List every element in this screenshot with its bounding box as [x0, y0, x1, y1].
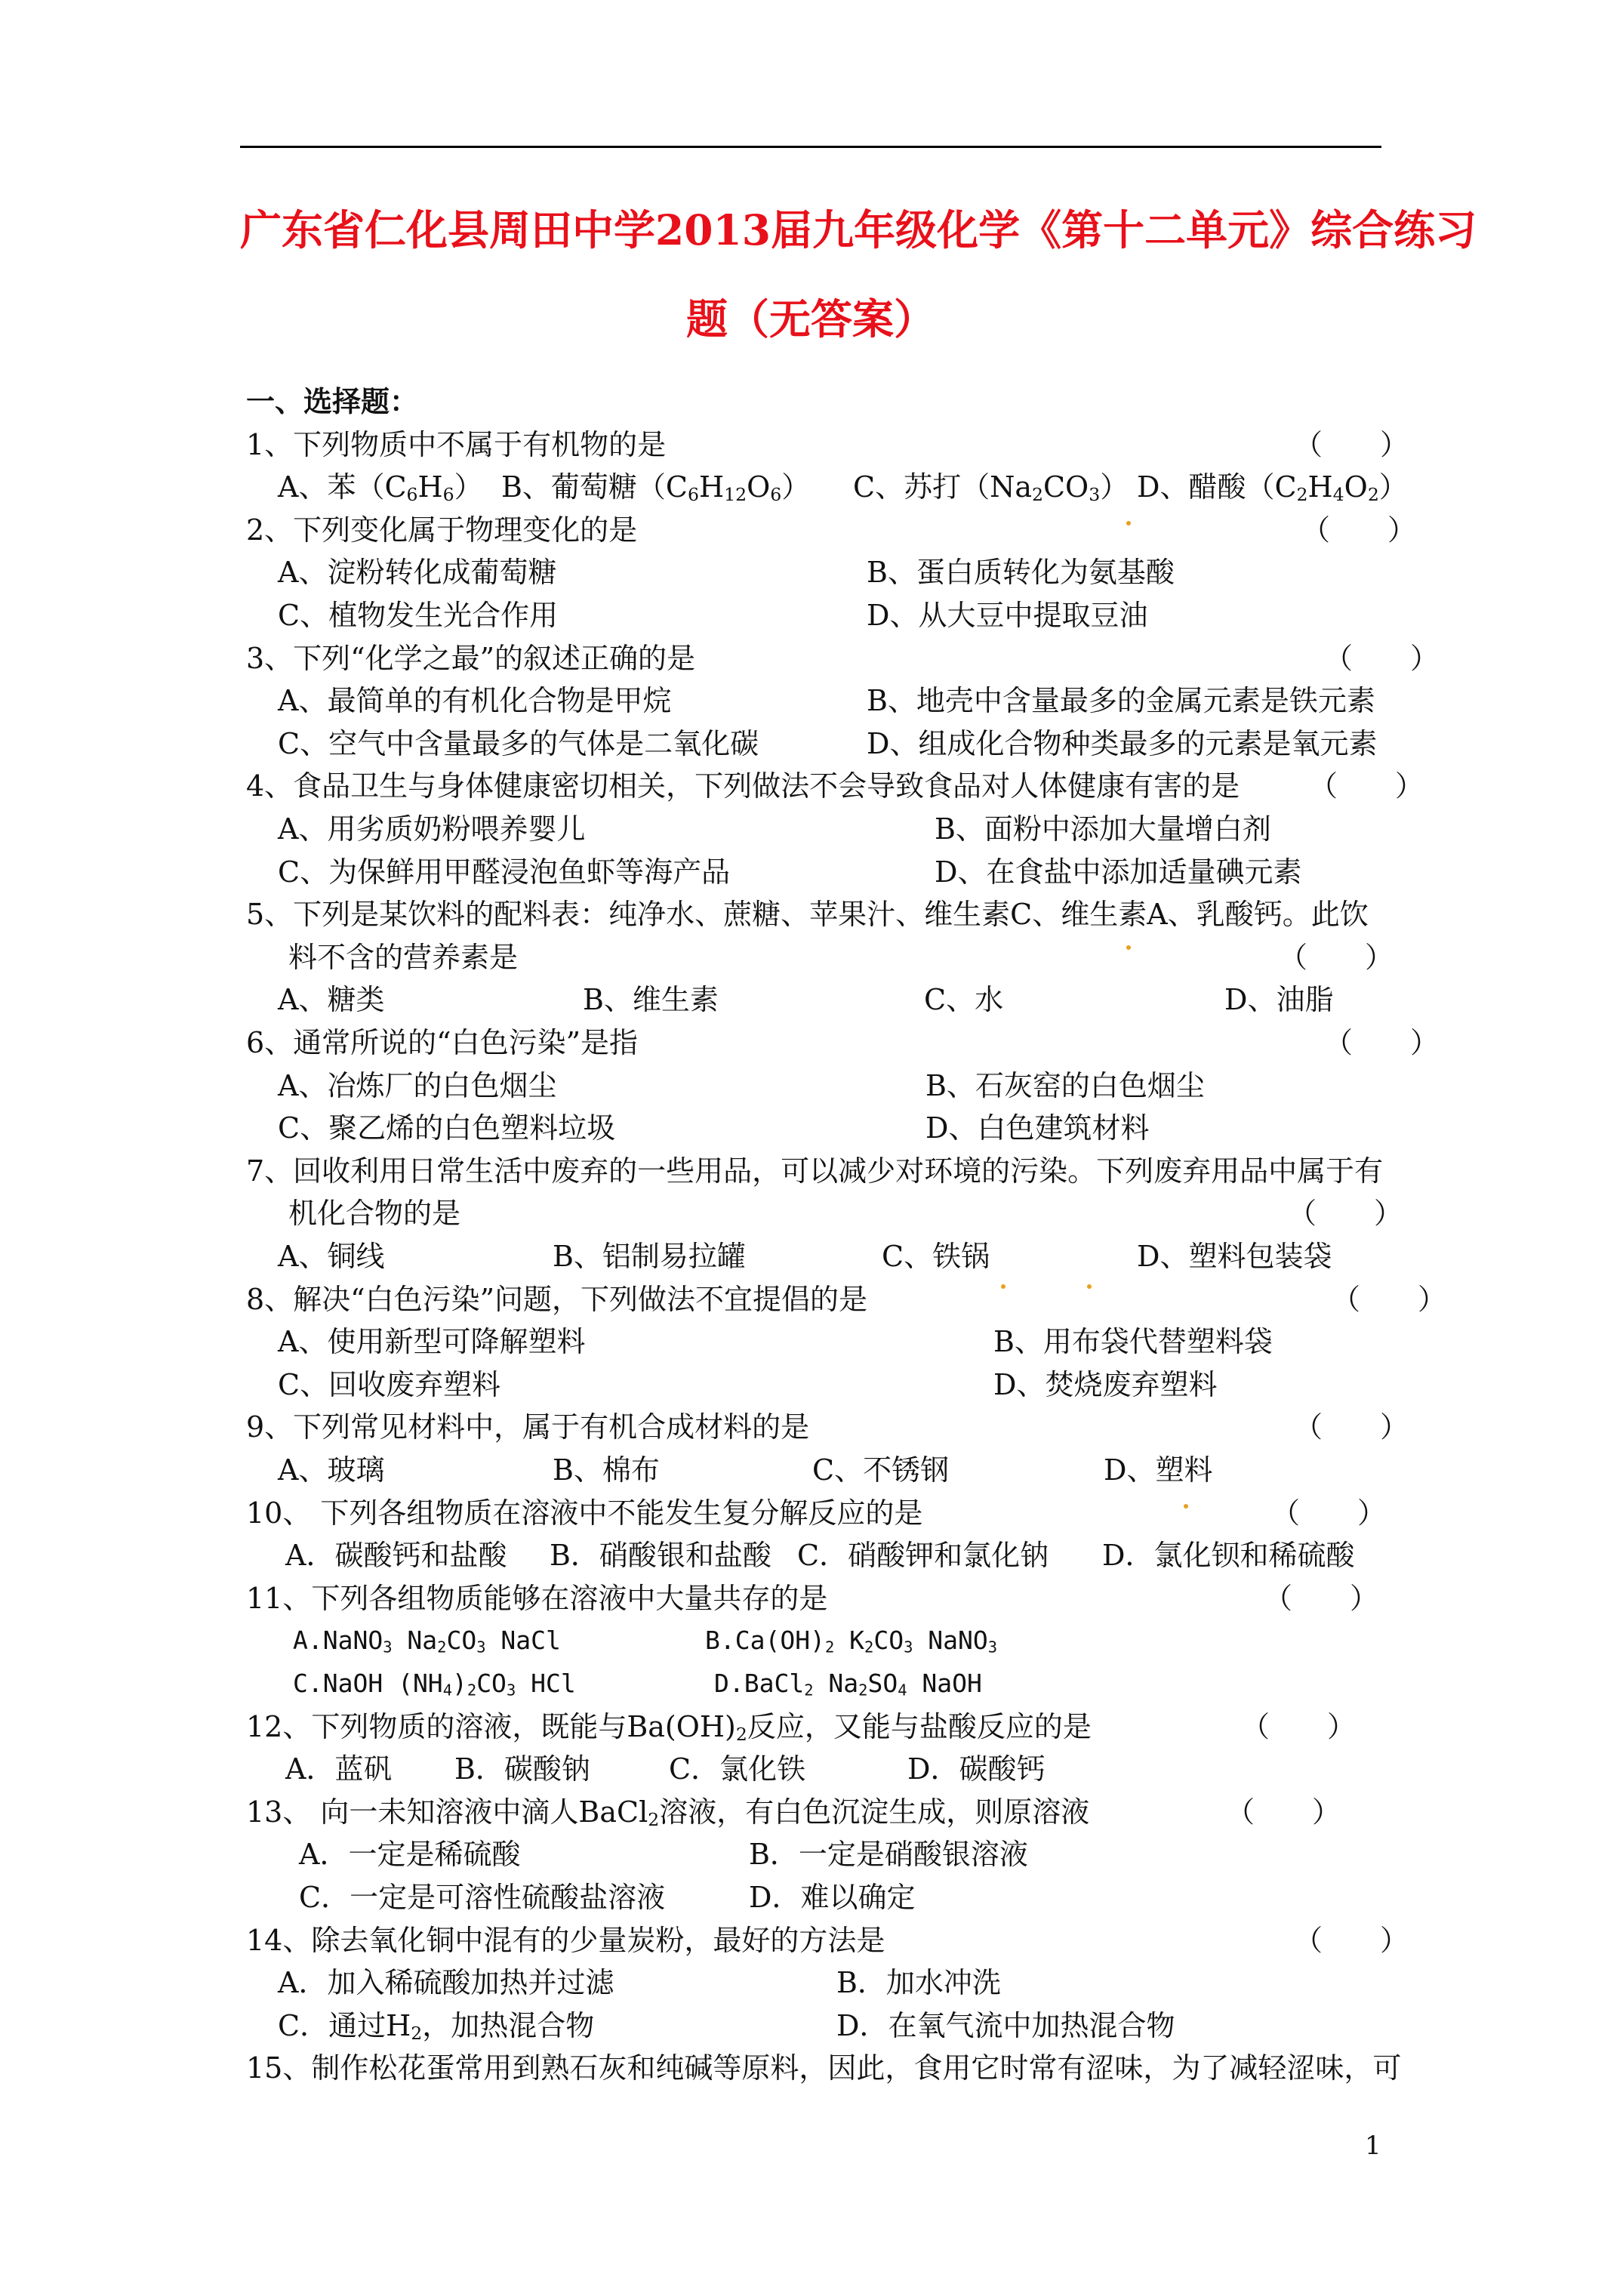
- option-d: D.BaCl$_2$ $Na_2SO_4$ NaOH: [714, 1669, 982, 1700]
- answer-bracket: （ ）: [1264, 1581, 1379, 1615]
- option-c: C．通过$H_2$，加热混合物: [278, 2008, 595, 2044]
- option-b: B、用布袋代替塑料袋: [993, 1325, 1273, 1359]
- option-d: D、塑料包装袋: [1137, 1240, 1332, 1273]
- options-row: [246, 597, 1381, 633]
- question-stem-2: [246, 512, 1417, 548]
- answer-bracket: （ ）: [1294, 1923, 1409, 1957]
- option-a: A、使用新型可降解塑料: [278, 1325, 586, 1359]
- answer-bracket: （ ）: [1288, 1197, 1403, 1231]
- options-row: [246, 1623, 1381, 1659]
- answer-bracket: （ ）: [1294, 427, 1409, 461]
- option-c: C、为保鲜用甲醛浸泡鱼虾等海产品: [278, 855, 731, 889]
- question-text: 6、通常所说的“白色污染”是指: [246, 1026, 639, 1059]
- options-row: [246, 2008, 1381, 2044]
- question-stem-14: [246, 1922, 1409, 1959]
- options-row: [246, 1068, 1381, 1104]
- question-stem-10: [246, 1495, 1387, 1531]
- option-c: C、水: [924, 983, 1004, 1017]
- option-b: B、维生素: [583, 983, 719, 1017]
- option-a: A、铜线: [278, 1240, 385, 1273]
- option-b: B、铝制易拉罐: [553, 1240, 746, 1273]
- document-title-line1: 广东省仁化县周田中学2013届九年级化学《第十二单元》综合练习: [240, 205, 1477, 254]
- option-c: C、回收废弃塑料: [278, 1367, 501, 1401]
- option-d: D．在氧气流中加热混合物: [836, 2008, 1175, 2042]
- question-text: 8、解决“白色污染”问题，下列做法不宜提倡的是: [246, 1282, 868, 1316]
- question-stem-5: [246, 896, 1381, 932]
- option-a: A．碳酸钙和盐酸: [285, 1539, 507, 1573]
- answer-bracket: （ ）: [1324, 641, 1440, 675]
- question-text: 10、 下列各组物质在溶液中不能发生复分解反应的是: [246, 1496, 923, 1530]
- option-a: A、淀粉转化成葡萄糖: [278, 556, 557, 590]
- question-text-cont: 料不含的营养素是: [288, 940, 519, 974]
- options-row: [246, 1324, 1381, 1360]
- option-c: C．一定是可溶性硫酸盐溶液: [299, 1881, 666, 1914]
- question-text: 7、回收利用日常生活中废弃的一些用品，可以减少对环境的污染。下列废弃用品中属于有: [246, 1154, 1384, 1188]
- option-d: D、塑料: [1104, 1453, 1213, 1487]
- question-text: 2、下列变化属于物理变化的是: [246, 513, 638, 547]
- options-row: [246, 1879, 1381, 1915]
- options-row: [246, 1367, 1381, 1403]
- options-row: [246, 1537, 1381, 1573]
- question-stem-4: [246, 768, 1424, 804]
- options-row: [246, 683, 1381, 719]
- option-a: A、最简单的有机化合物是甲烷: [278, 684, 672, 718]
- option-d: D、白色建筑材料: [925, 1111, 1150, 1145]
- question-stem-15: [246, 2050, 1402, 2086]
- answer-bracket: （ ）: [1301, 513, 1417, 547]
- question-text: 3、下列“化学之最”的叙述正确的是: [246, 641, 696, 675]
- question-stem-6: [246, 1025, 1440, 1061]
- option-b: B、葡萄糖$(C_6H_{12}O_6)$: [501, 470, 811, 506]
- question-stem-1: [246, 427, 1409, 463]
- question-stem-9: [246, 1409, 1409, 1445]
- options-row: [246, 1751, 1381, 1787]
- option-d: D．难以确定: [749, 1881, 916, 1914]
- option-d: D、焚烧废弃塑料: [993, 1367, 1218, 1401]
- question-stem-7: [246, 1153, 1384, 1189]
- options-row: [246, 1965, 1381, 2001]
- answer-bracket: （ ）: [1309, 769, 1424, 803]
- answer-bracket: （ ）: [1226, 1795, 1341, 1829]
- option-b: B．硝酸银和盐酸: [550, 1539, 771, 1573]
- option-b: B．碳酸钠: [454, 1752, 590, 1786]
- option-d: D、醋酸$(C_2H_4O_2)$: [1137, 470, 1408, 506]
- document-title-line2: 题（无答案）: [685, 294, 935, 344]
- option-c: C、植物发生光合作用: [278, 599, 559, 632]
- option-c: C．氯化铁: [669, 1752, 806, 1786]
- answer-bracket: （ ）: [1241, 1709, 1357, 1743]
- option-b: B、棉布: [553, 1453, 660, 1487]
- answer-bracket: （ ）: [1271, 1496, 1387, 1530]
- option-d: D、油脂: [1224, 983, 1334, 1017]
- option-c: C．硝酸钾和氯化钠: [797, 1539, 1049, 1573]
- options-row: [246, 1836, 1381, 1872]
- scan-mark: [1087, 1284, 1092, 1289]
- option-d: D．氯化钡和稀硫酸: [1102, 1539, 1355, 1573]
- option-a: A．一定是稀硫酸: [299, 1838, 521, 1872]
- option-a: A．加入稀硫酸加热并过滤: [278, 1966, 614, 2000]
- section-heading: 一、选择题：: [246, 384, 419, 418]
- question-stem-8: [246, 1281, 1447, 1318]
- option-a: A、冶炼厂的白色烟尘: [278, 1068, 557, 1102]
- answer-bracket: （ ）: [1324, 1026, 1440, 1059]
- question-text: 14、除去氧化铜中混有的少量炭粉，最好的方法是: [246, 1923, 885, 1957]
- question-stem-cont-5: [246, 939, 1394, 975]
- question-stem-3: [246, 640, 1440, 676]
- answer-bracket: （ ）: [1279, 940, 1394, 974]
- scan-mark: [1184, 1504, 1188, 1509]
- options-row: [246, 1666, 1381, 1702]
- option-b: B、石灰窑的白色烟尘: [925, 1068, 1205, 1102]
- scan-mark: [1126, 945, 1131, 950]
- question-text: 1、下列物质中不属于有机物的是: [246, 427, 667, 461]
- question-stem-13: [246, 1794, 1381, 1830]
- option-a: A、苯$(C_6H_6)$: [278, 470, 483, 506]
- option-d: D、从大豆中提取豆油: [867, 599, 1148, 632]
- options-row: [246, 1238, 1381, 1274]
- option-c: C、铁锅: [882, 1240, 990, 1273]
- question-text: 11、下列各组物质能够在溶液中大量共存的是: [246, 1581, 828, 1615]
- option-c: C、聚乙烯的白色塑料垃圾: [278, 1111, 616, 1145]
- scan-mark: [1126, 521, 1131, 525]
- options-row: [246, 982, 1381, 1018]
- question-stem-11: [246, 1580, 1381, 1616]
- option-c: C、空气中含量最多的气体是二氧化碳: [278, 726, 759, 760]
- question-text-cont: 机化合物的是: [288, 1197, 461, 1231]
- option-c: C、苏打$(Na_2CO_3)$: [853, 470, 1129, 506]
- option-b: $B.Ca(OH)_2$ $K_2CO_3$ NaNO$_3$: [705, 1626, 998, 1657]
- question-text: 4、食品卫生与身体健康密切相关，下列做法不会导致食品对人体健康有害的是: [246, 769, 1240, 803]
- option-a: A、用劣质奶粉喂养婴儿: [278, 812, 586, 846]
- options-row: [246, 726, 1381, 762]
- options-row: [246, 811, 1381, 847]
- option-b: B、面粉中添加大量增白剂: [935, 812, 1271, 846]
- options-row: [246, 469, 1408, 506]
- option-c: C、不锈钢: [812, 1453, 950, 1487]
- option-b: B．一定是硝酸银溶液: [749, 1838, 1028, 1872]
- options-row: [246, 554, 1381, 590]
- question-text: 9、下列常见材料中，属于有机合成材料的是: [246, 1410, 810, 1444]
- option-b: B、蛋白质转化为氨基酸: [867, 556, 1175, 590]
- question-text: 13、 向一未知溶液中滴人BaCl$_2$溶液，有白色沉淀生成，则原溶液: [246, 1795, 1090, 1830]
- option-c: C.NaOH $(NH_4)_2CO_3$ HCl: [293, 1669, 576, 1700]
- question-stem-cont-7: [246, 1195, 1403, 1231]
- question-text: 5、下列是某饮料的配料表：纯净水、蔗糖、苹果汁、维生素C、维生素A、乳酸钙。此饮: [246, 898, 1369, 932]
- option-a: A、糖类: [278, 983, 385, 1017]
- option-d: D．碳酸钙: [907, 1752, 1046, 1786]
- header-rule: [240, 146, 1381, 148]
- options-row: [246, 854, 1381, 890]
- option-d: D、在食盐中添加适量碘元素: [935, 855, 1302, 889]
- options-row: [246, 1110, 1381, 1146]
- question-text: 15、制作松花蛋常用到熟石灰和纯碱等原料，因此，食用它时常有涩味，为了减轻涩味，可: [246, 2051, 1402, 2085]
- option-a: A.NaNO$_3$ $Na_2CO_3$ NaCl: [293, 1626, 561, 1657]
- option-a: A．蓝矾: [285, 1752, 393, 1786]
- page-number: 1: [1365, 2131, 1381, 2161]
- answer-bracket: （ ）: [1294, 1410, 1409, 1444]
- options-row: [246, 1452, 1381, 1488]
- option-d: D、组成化合物种类最多的元素是氧元素: [867, 726, 1378, 760]
- option-a: A、玻璃: [278, 1453, 385, 1487]
- option-b: B．加水冲洗: [836, 1966, 1001, 2000]
- option-b: B、地壳中含量最多的金属元素是铁元素: [867, 684, 1375, 718]
- scan-mark: [1001, 1284, 1006, 1289]
- question-text: 12、下列物质的溶液，既能与$Ba(OH)_2$反应，又能与盐酸反应的是: [246, 1709, 1092, 1745]
- answer-bracket: （ ）: [1332, 1282, 1447, 1316]
- question-stem-12: [246, 1709, 1381, 1745]
